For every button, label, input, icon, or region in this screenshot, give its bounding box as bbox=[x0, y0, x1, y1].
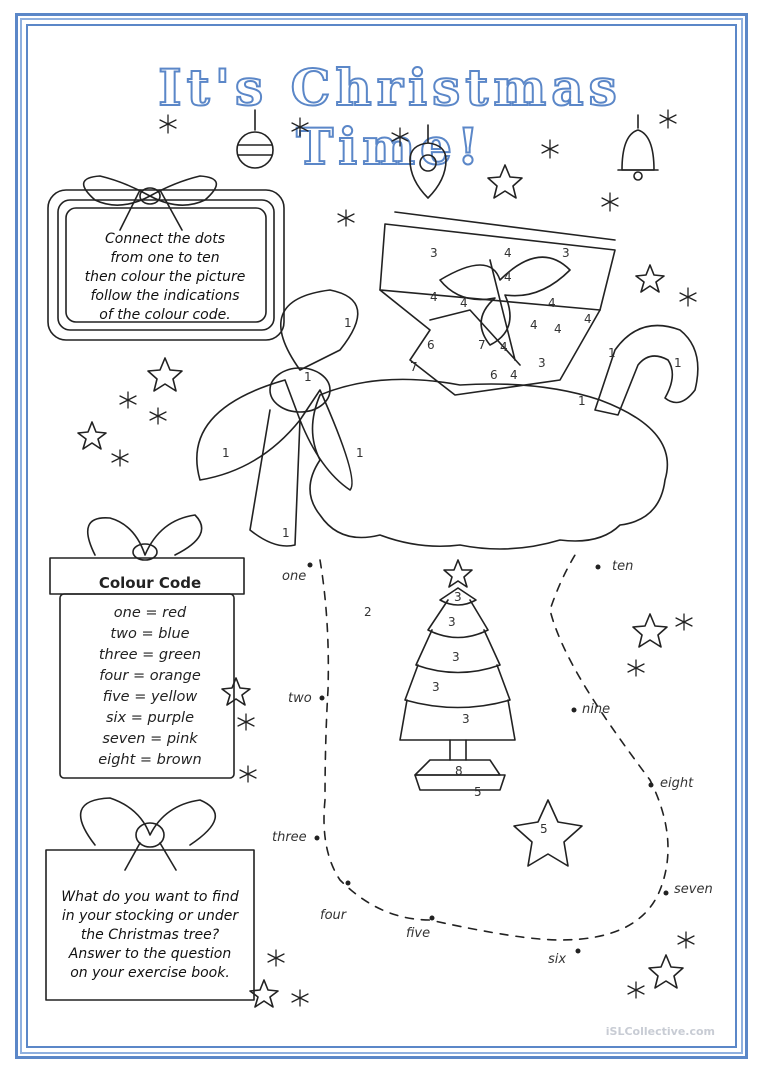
colour-number: 6 bbox=[427, 338, 435, 352]
colour-number: 8 bbox=[455, 764, 463, 778]
footer-watermark: iSLCollective.com bbox=[605, 1025, 715, 1038]
colour-number: 4 bbox=[500, 340, 508, 354]
instructions-text bbox=[70, 230, 260, 325]
colour-number: 1 bbox=[282, 526, 290, 540]
colour-number: 3 bbox=[454, 590, 462, 604]
dot-label-one: one bbox=[282, 569, 307, 584]
question-line: in your stocking or under bbox=[61, 908, 239, 924]
colour-number: 2 bbox=[364, 605, 372, 619]
colour-number: 3 bbox=[430, 246, 438, 260]
instructions-line: Connect the dots bbox=[105, 231, 225, 247]
stocking-cuff bbox=[310, 379, 667, 549]
colour-number: 1 bbox=[344, 316, 352, 330]
colour-number: 3 bbox=[562, 246, 570, 260]
colour-number: 4 bbox=[504, 270, 512, 284]
colour-number: 3 bbox=[462, 712, 470, 726]
ornament-ball-left bbox=[237, 110, 273, 168]
question-line: Answer to the question bbox=[68, 946, 232, 962]
dot-points bbox=[308, 563, 669, 954]
instructions-line: of the colour code. bbox=[99, 307, 231, 323]
dot-label-ten: ten bbox=[612, 559, 634, 574]
page-title: It's Christmas Time! bbox=[158, 58, 622, 176]
colour-number: 1 bbox=[222, 446, 230, 460]
colour-code-item: eight = brown bbox=[98, 752, 202, 768]
question-line: on your exercise book. bbox=[70, 965, 230, 981]
colour-number: 1 bbox=[304, 370, 312, 384]
colour-number: 3 bbox=[452, 650, 460, 664]
colour-number: 5 bbox=[474, 785, 482, 799]
colour-number: 5 bbox=[540, 822, 548, 836]
colour-code-item: six = purple bbox=[105, 710, 195, 726]
stocking-dotted-outline bbox=[320, 555, 668, 940]
question-line: What do you want to find bbox=[61, 889, 239, 905]
colour-number: 1 bbox=[674, 356, 682, 370]
colour-code-list bbox=[60, 603, 240, 771]
colour-number: 4 bbox=[430, 290, 438, 304]
colour-code-item: one = red bbox=[113, 605, 187, 621]
colour-number: 3 bbox=[448, 615, 456, 629]
ornament-bell-right bbox=[618, 115, 658, 180]
colour-code-item: four = orange bbox=[99, 668, 201, 684]
colour-number: 3 bbox=[538, 356, 546, 370]
question-line: the Christmas tree? bbox=[80, 927, 220, 943]
dot-label-five: five bbox=[406, 926, 431, 941]
instructions-line: follow the indications bbox=[90, 288, 240, 304]
instructions-line: from one to ten bbox=[110, 250, 220, 266]
colour-number: 4 bbox=[504, 246, 512, 260]
colour-number: 4 bbox=[510, 368, 518, 382]
colour-number: 6 bbox=[490, 368, 498, 382]
colour-number: 4 bbox=[460, 296, 468, 310]
dot-label-nine: nine bbox=[582, 702, 611, 717]
stocking-bow bbox=[197, 290, 358, 546]
colour-number: 3 bbox=[432, 680, 440, 694]
candy-cane bbox=[595, 326, 698, 416]
colour-number: 1 bbox=[356, 446, 364, 460]
colour-number: 4 bbox=[584, 312, 592, 326]
ornament-drop-middle bbox=[410, 125, 446, 198]
colour-number: 7 bbox=[410, 360, 418, 374]
stocking-star bbox=[514, 800, 582, 866]
colour-number: 1 bbox=[578, 394, 586, 408]
colour-number: 4 bbox=[548, 296, 556, 310]
colour-code-item: three = green bbox=[98, 647, 202, 663]
colour-code-item: seven = pink bbox=[102, 731, 198, 747]
dot-label-eight: eight bbox=[660, 776, 694, 791]
dot-label-three: three bbox=[272, 830, 307, 845]
colour-number: 7 bbox=[478, 338, 486, 352]
colour-number: 4 bbox=[554, 322, 562, 336]
colour-number: 1 bbox=[608, 346, 616, 360]
colour-code-item: two = blue bbox=[110, 626, 190, 642]
dot-label-six: six bbox=[548, 952, 567, 967]
instructions-line: then colour the picture bbox=[84, 269, 246, 285]
dot-label-seven: seven bbox=[674, 882, 713, 897]
dot-label-two: two bbox=[288, 691, 312, 706]
colour-number: 4 bbox=[530, 318, 538, 332]
dot-label-four: four bbox=[320, 908, 347, 923]
colour-code-title: Colour Code bbox=[98, 574, 202, 592]
colour-code-item: five = yellow bbox=[102, 689, 198, 705]
question-text bbox=[48, 888, 252, 983]
